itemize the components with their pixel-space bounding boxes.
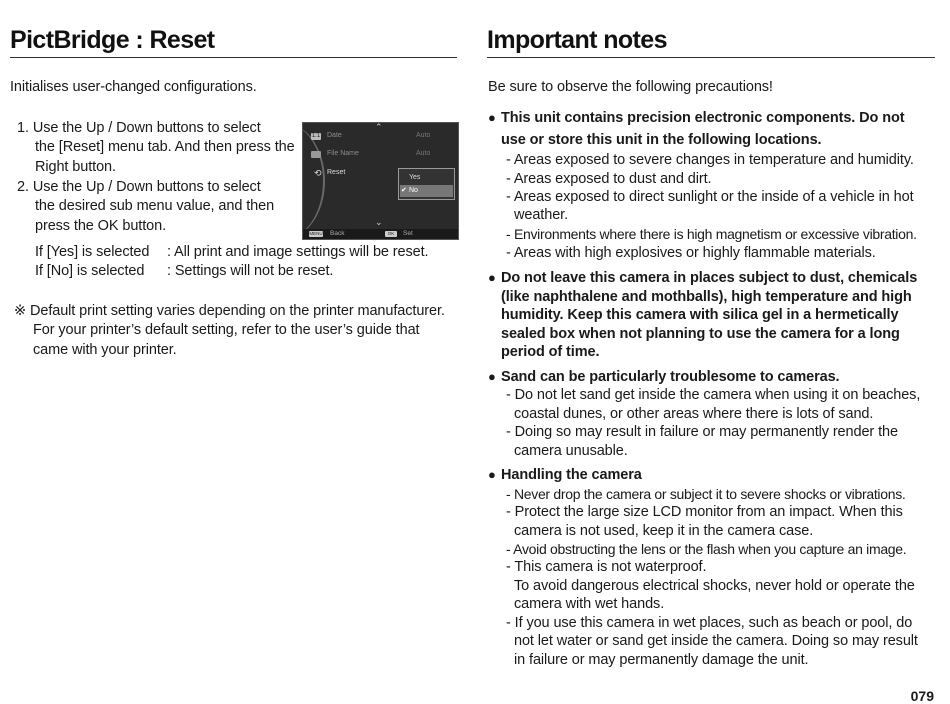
reset-icon: ⟲	[314, 168, 322, 178]
reset-popup	[398, 168, 455, 200]
note-line3: came with your printer.	[33, 342, 177, 358]
s4-detail5-cont2: in failure or may permanently damage the unit.	[514, 652, 809, 668]
step1-line1: 1. Use the Up / Down buttons to select	[17, 120, 261, 136]
s2-line2: (like naphthalene and mothballs), high temperature and high	[501, 289, 912, 305]
s4-detail4-cont2: camera with wet hands.	[514, 596, 665, 612]
bullet-2: ●	[488, 270, 496, 285]
s3-detail1-cont: coastal dunes, or other areas where there is lots of sand.	[514, 406, 874, 422]
title-rule-right	[487, 57, 935, 58]
s1-detail3: - Areas exposed to direct sunlight or the inside of a vehicle in hot	[506, 189, 914, 205]
step1-line2: the [Reset] menu tab. And then press the	[35, 139, 295, 155]
step2-line2: the desired sub menu value, and then	[35, 198, 275, 214]
step1-line3: Right button.	[35, 159, 116, 175]
check-icon: ✔	[401, 187, 407, 194]
s4-detail1: - Never drop the camera or subject it to severe shocks or vibrations.	[506, 486, 906, 502]
s2-line4: sealed box when not planning to use the camera for a long	[501, 326, 900, 342]
s3-detail1: - Do not let sand get inside the camera when using it on beaches,	[506, 387, 921, 403]
precautions-intro: Be sure to observe the following precautions!	[488, 79, 773, 95]
ok-key-icon: OK	[385, 231, 397, 237]
bullet-3: ●	[488, 369, 496, 384]
bullet-1: ●	[488, 110, 496, 125]
intro-text: Initialises user-changed configurations.	[10, 79, 257, 95]
lcd-option-no: ✔ No	[400, 185, 453, 197]
s2-line1: Do not leave this camera in places subject to dust, chemicals	[501, 270, 918, 286]
step2-line1: 2. Use the Up / Down buttons to select	[17, 179, 261, 195]
lcd-filename-value: Auto	[416, 150, 431, 157]
s4-detail3: - Avoid obstructing the lens or the flash when you capture an image.	[506, 541, 907, 557]
s4-heading: Handling the camera	[501, 467, 642, 483]
down-arrow-icon: ⌄	[375, 217, 383, 227]
s3-detail2: - Doing so may result in failure or may permanently render the	[506, 424, 898, 440]
s1-detail4: - Environments where there is high magnetism or excessive vibration.	[506, 226, 917, 242]
file-icon	[311, 151, 321, 158]
yes-option-label: If [Yes] is selected	[35, 244, 150, 260]
note-line2: For your printer’s default setting, refer to the user’s guide that	[33, 322, 420, 338]
lcd-footer	[303, 229, 458, 239]
s1-detail1: - Areas exposed to severe changes in temperature and humidity.	[506, 152, 914, 168]
no-option-desc: : Settings will not be reset.	[167, 263, 334, 279]
lcd-set-label: Set	[403, 230, 413, 237]
camera-lcd-screenshot	[302, 122, 459, 240]
s4-detail5: - If you use this camera in wet places, such as beach or pool, do	[506, 615, 913, 631]
lcd-date-label: Date	[327, 132, 342, 139]
s2-line5: period of time.	[501, 344, 600, 360]
page-number: 079	[910, 688, 934, 704]
lcd-option-yes: Yes	[409, 174, 421, 181]
s4-detail4: - This camera is not waterproof.	[506, 559, 707, 575]
s4-detail2: - Protect the large size LCD monitor from an impact. When this	[506, 504, 903, 520]
menu-key-icon: MENU	[309, 231, 323, 236]
note-line1: ※ Default print setting varies depending on the printer manufacturer.	[14, 303, 445, 319]
s3-heading: Sand can be particularly troublesome to cameras.	[501, 369, 840, 385]
s4-detail4-cont1: To avoid dangerous electrical shocks, never hold or operate the	[514, 578, 915, 594]
s4-detail5-cont1: not let water or sand get inside the camera. Doing so may result	[514, 633, 918, 649]
s1-heading-line2: use or store this unit in the following locations.	[501, 132, 822, 148]
s1-heading-line1: This unit contains precision electronic components. Do not	[501, 110, 905, 126]
yes-option-desc: : All print and image settings will be reset.	[167, 244, 429, 260]
s1-detail2: - Areas exposed to dust and dirt.	[506, 171, 712, 187]
step2-line3: press the OK button.	[35, 218, 166, 234]
s1-detail5: - Areas with high explosives or highly flammable materials.	[506, 245, 876, 261]
page-title-right: Important notes	[487, 26, 667, 54]
lcd-filename-label: File Name	[327, 150, 359, 157]
lcd-back-label: Back	[330, 230, 345, 237]
s1-detail3-cont: weather.	[514, 207, 569, 223]
no-option-label: If [No] is selected	[35, 263, 145, 279]
s4-detail2-cont: camera is not used, keep it in the camera case.	[514, 523, 814, 539]
lcd-date-value: Auto	[416, 132, 431, 139]
s3-detail2-cont: camera unusable.	[514, 443, 628, 459]
bullet-4: ●	[488, 467, 496, 482]
title-rule-left	[10, 57, 457, 58]
up-arrow-icon: ⌃	[375, 122, 383, 132]
s2-line3: humidity. Keep this camera with silica gel in a hermetically	[501, 307, 899, 323]
lcd-reset-label: Reset	[327, 169, 346, 176]
date-icon: 1:1	[311, 133, 321, 139]
menu-arc	[302, 123, 325, 239]
page-title-left: PictBridge : Reset	[10, 26, 215, 54]
